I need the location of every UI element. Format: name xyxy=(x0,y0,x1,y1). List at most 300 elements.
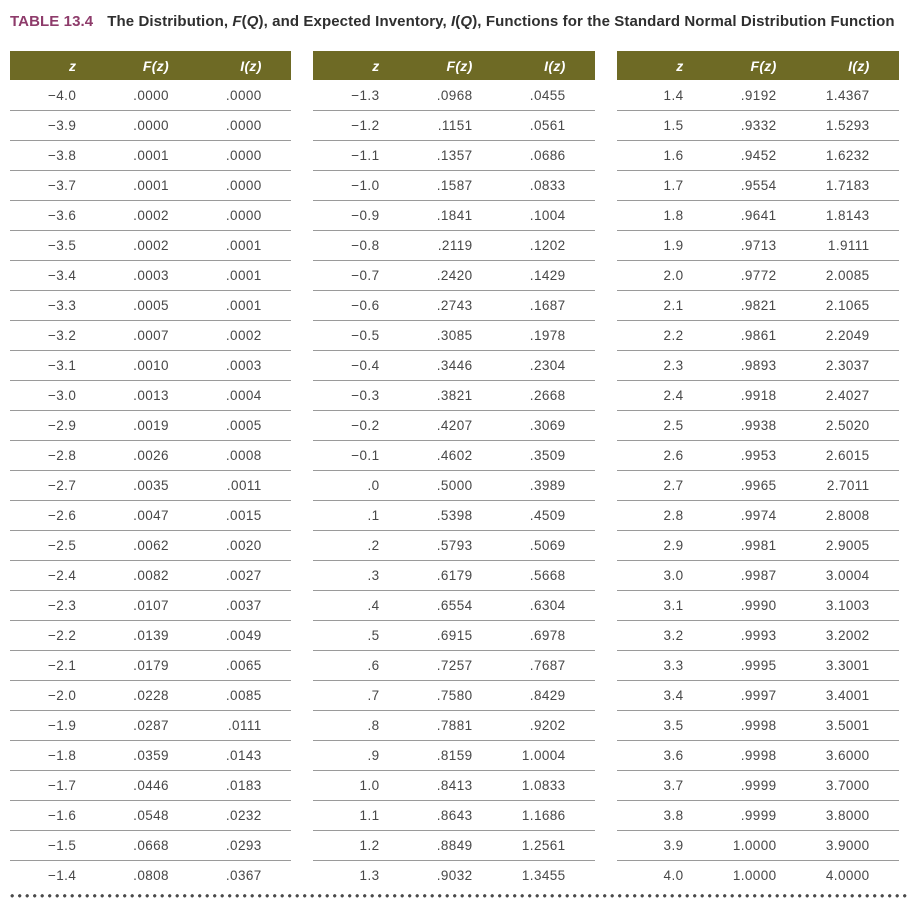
table-row xyxy=(10,230,291,260)
z-value: .9 xyxy=(367,748,380,763)
table-row xyxy=(617,770,899,800)
fz-value: .9918 xyxy=(740,388,777,403)
z-value: −2.4 xyxy=(47,568,77,583)
table-row xyxy=(617,380,899,410)
iz-value: .0000 xyxy=(225,208,262,223)
fz-value: .9938 xyxy=(740,418,777,433)
z-value: 1.4 xyxy=(663,87,684,103)
iz-value: .0004 xyxy=(225,388,262,403)
fz-value: .9713 xyxy=(740,238,777,253)
z-value: 3.4 xyxy=(663,688,684,703)
table-row xyxy=(617,860,899,890)
table-row xyxy=(313,140,595,170)
iz-value: .0005 xyxy=(225,418,262,433)
fz-value: .0026 xyxy=(133,448,169,463)
z-value: −2.8 xyxy=(47,448,77,463)
z-value: 3.9 xyxy=(663,838,684,853)
table-row xyxy=(617,470,899,500)
fz-value: .9554 xyxy=(740,178,777,193)
fz-value: .9965 xyxy=(740,478,777,493)
z-value: .0 xyxy=(367,478,380,493)
z-value: −1.4 xyxy=(47,868,77,883)
z-value: .2 xyxy=(367,538,380,553)
fz-value: .5793 xyxy=(436,538,473,553)
z-value: −2.0 xyxy=(47,688,77,703)
iz-value: .8429 xyxy=(529,688,566,703)
iz-value: .0008 xyxy=(225,448,262,463)
z-value: 1.8 xyxy=(663,208,684,223)
fz-value: .0107 xyxy=(133,598,169,613)
iz-value: 3.6000 xyxy=(825,748,870,763)
table-row xyxy=(617,170,899,200)
z-value: 1.1 xyxy=(359,808,380,823)
table-row xyxy=(313,560,595,590)
z-value: 3.6 xyxy=(663,748,684,763)
fz-value: .1151 xyxy=(437,118,473,133)
fz-value: .9998 xyxy=(740,748,777,763)
table-row xyxy=(313,110,595,140)
table-row xyxy=(10,350,291,380)
fz-value: .9995 xyxy=(740,658,777,673)
iz-value: .0002 xyxy=(225,328,262,343)
table-row xyxy=(313,650,595,680)
table-row xyxy=(10,560,291,590)
iz-value: .7687 xyxy=(529,658,566,673)
iz-value: .1429 xyxy=(529,268,566,283)
table-row xyxy=(10,140,291,170)
table-row xyxy=(313,500,595,530)
table-row xyxy=(10,650,291,680)
table-row xyxy=(617,110,899,140)
table-row xyxy=(10,770,291,800)
fz-value: .9772 xyxy=(740,268,777,283)
fz-value: .6554 xyxy=(436,598,473,613)
iz-value: .3069 xyxy=(529,418,566,433)
iz-value: 1.3455 xyxy=(521,868,566,883)
table-row xyxy=(10,410,291,440)
z-value: 1.3 xyxy=(359,868,380,883)
table-row xyxy=(10,80,291,110)
table-row xyxy=(313,260,595,290)
fz-value: .6179 xyxy=(436,568,473,583)
table-header xyxy=(617,51,899,80)
column-header: F(z) xyxy=(750,57,777,74)
iz-value: 3.3001 xyxy=(825,658,870,673)
z-value: .4 xyxy=(367,598,380,613)
z-value: −3.4 xyxy=(47,268,77,283)
z-value: 2.5 xyxy=(663,418,684,433)
z-value: −3.7 xyxy=(47,178,77,193)
table-row xyxy=(617,200,899,230)
fz-value: .0047 xyxy=(133,508,169,523)
table-row xyxy=(10,380,291,410)
table-row xyxy=(617,710,899,740)
iz-value: 2.8008 xyxy=(825,508,870,523)
table-row xyxy=(10,710,291,740)
z-value: 3.0 xyxy=(663,568,684,583)
iz-value: .0143 xyxy=(225,748,262,763)
fz-value: .0062 xyxy=(133,538,169,553)
z-value: .7 xyxy=(367,688,380,703)
fz-value: .0228 xyxy=(133,688,169,703)
fz-value: .4207 xyxy=(436,418,473,433)
table-row xyxy=(10,500,291,530)
table-row xyxy=(617,590,899,620)
z-value: 1.9 xyxy=(663,238,684,253)
iz-value: .0001 xyxy=(225,268,262,283)
fz-value: .0019 xyxy=(133,418,169,433)
fz-value: .7881 xyxy=(436,718,473,733)
fz-value: .9332 xyxy=(740,118,777,133)
fz-value: .1587 xyxy=(436,178,473,193)
fz-value: .0035 xyxy=(133,478,169,493)
z-value: −1.2 xyxy=(351,118,380,133)
table-row xyxy=(617,260,899,290)
iz-value: .0001 xyxy=(225,238,262,253)
stat-table xyxy=(617,51,899,890)
fz-value: .1841 xyxy=(436,208,473,223)
fz-value: 1.0000 xyxy=(732,868,777,883)
iz-value: 3.4001 xyxy=(825,688,870,703)
z-value: −3.3 xyxy=(47,298,77,313)
iz-value: .0000 xyxy=(225,178,262,193)
table-row xyxy=(313,740,595,770)
iz-value: .6978 xyxy=(529,628,566,643)
iz-value: 3.8000 xyxy=(825,808,870,823)
table-row xyxy=(617,680,899,710)
table-row xyxy=(313,200,595,230)
table-row xyxy=(313,710,595,740)
iz-value: .0686 xyxy=(529,148,566,163)
table-row xyxy=(10,740,291,770)
fz-value: .0000 xyxy=(133,87,169,103)
fz-value: .9861 xyxy=(740,328,777,343)
z-value: −1.6 xyxy=(47,808,77,823)
iz-value: 2.6015 xyxy=(825,448,870,463)
z-value: 2.3 xyxy=(663,358,684,373)
table-row xyxy=(617,320,899,350)
z-value: 2.9 xyxy=(663,538,684,553)
z-value: .6 xyxy=(367,658,380,673)
table-row xyxy=(313,440,595,470)
fz-value: .9993 xyxy=(740,628,777,643)
table-row xyxy=(313,80,595,110)
iz-value: 2.9005 xyxy=(825,538,870,553)
iz-value: .0833 xyxy=(529,178,566,193)
iz-value: 2.0085 xyxy=(825,268,870,283)
table-body xyxy=(10,80,291,890)
z-value: −1.8 xyxy=(47,748,77,763)
iz-value: 1.0004 xyxy=(521,748,566,763)
z-value: −2.5 xyxy=(47,538,77,553)
table-row xyxy=(10,590,291,620)
z-value: −2.6 xyxy=(47,508,77,523)
table-row xyxy=(617,740,899,770)
table-row xyxy=(617,410,899,440)
iz-value: .0293 xyxy=(225,838,262,853)
fz-value: .2119 xyxy=(437,238,473,253)
dotted-divider xyxy=(10,893,908,899)
fz-value: .8413 xyxy=(436,778,473,793)
iz-value: 1.6232 xyxy=(825,148,870,163)
z-value: −0.6 xyxy=(351,298,380,313)
iz-value: .0111 xyxy=(227,718,262,733)
table-row xyxy=(313,290,595,320)
z-value: −2.7 xyxy=(47,478,77,493)
fz-value: .2743 xyxy=(436,298,473,313)
iz-value: 3.5001 xyxy=(825,718,870,733)
table-body xyxy=(617,80,899,890)
z-value: 3.7 xyxy=(663,778,684,793)
table-row xyxy=(313,410,595,440)
z-value: 3.1 xyxy=(663,598,684,613)
z-value: −2.3 xyxy=(47,598,77,613)
fz-value: .0808 xyxy=(133,868,169,883)
iz-value: .5069 xyxy=(529,538,566,553)
iz-value: .0085 xyxy=(225,688,262,703)
iz-value: 3.9000 xyxy=(825,838,870,853)
iz-value: 1.5293 xyxy=(825,118,870,133)
fz-value: .6915 xyxy=(436,628,473,643)
fz-value: .0287 xyxy=(133,718,169,733)
fz-value: .9999 xyxy=(740,778,777,793)
table-row xyxy=(313,830,595,860)
z-value: 2.1 xyxy=(663,298,684,313)
table-number: TABLE 13.4 xyxy=(10,13,94,30)
z-value: −3.5 xyxy=(47,238,77,253)
table-row xyxy=(313,320,595,350)
fz-value: .9641 xyxy=(740,208,777,223)
column-header: F(z) xyxy=(446,57,473,74)
z-value: 3.3 xyxy=(663,658,684,673)
fz-value: .9192 xyxy=(740,87,777,103)
column-header: z xyxy=(676,57,684,74)
table-row xyxy=(10,290,291,320)
z-value: 2.8 xyxy=(663,508,684,523)
z-value: .5 xyxy=(367,628,380,643)
fz-value: .0968 xyxy=(436,87,473,103)
table-row xyxy=(313,590,595,620)
fz-value: .0548 xyxy=(133,808,169,823)
iz-value: .0011 xyxy=(226,478,262,493)
fz-value: .9974 xyxy=(740,508,777,523)
z-value: 3.8 xyxy=(663,808,684,823)
table-row xyxy=(313,350,595,380)
table-row xyxy=(313,530,595,560)
iz-value: 2.7011 xyxy=(826,478,870,493)
z-value: −2.2 xyxy=(47,628,77,643)
z-value: −1.1 xyxy=(351,148,380,163)
table-caption xyxy=(10,13,900,30)
column-header: I(z) xyxy=(544,57,566,74)
iz-value: .6304 xyxy=(529,598,566,613)
table-row xyxy=(313,770,595,800)
stat-table xyxy=(10,51,291,890)
z-value: 2.4 xyxy=(663,388,684,403)
fz-value: .0001 xyxy=(133,148,169,163)
table-row xyxy=(617,500,899,530)
fz-value: 1.0000 xyxy=(732,838,777,853)
fz-value: .0002 xyxy=(133,238,169,253)
iz-value: .2668 xyxy=(529,388,566,403)
z-value: −3.1 xyxy=(47,358,77,373)
iz-value: 3.7000 xyxy=(825,778,870,793)
z-value: −3.6 xyxy=(47,208,77,223)
column-header: I(z) xyxy=(848,57,870,74)
fz-value: .9999 xyxy=(740,808,777,823)
fz-value: .9997 xyxy=(740,688,777,703)
fz-value: .9452 xyxy=(740,148,777,163)
fz-value: .0013 xyxy=(133,388,169,403)
iz-value: 1.0833 xyxy=(521,778,566,793)
table-body xyxy=(313,80,595,890)
iz-value: .0037 xyxy=(225,598,262,613)
column-header: z xyxy=(372,57,380,74)
table-row xyxy=(617,230,899,260)
fz-value: .0139 xyxy=(133,628,169,643)
table-row xyxy=(617,830,899,860)
z-value: −1.5 xyxy=(47,838,77,853)
iz-value: 1.4367 xyxy=(825,87,870,103)
fz-value: .0002 xyxy=(133,208,169,223)
z-value: −1.7 xyxy=(47,778,77,793)
fz-value: .3085 xyxy=(436,328,473,343)
z-value: 3.2 xyxy=(663,628,684,643)
z-value: −0.4 xyxy=(351,358,380,373)
fz-value: .9893 xyxy=(740,358,777,373)
iz-value: .0015 xyxy=(225,508,262,523)
z-value: −4.0 xyxy=(47,87,77,103)
fz-value: .0001 xyxy=(133,178,169,193)
fz-value: .7580 xyxy=(436,688,473,703)
table-row xyxy=(617,560,899,590)
fz-value: .5000 xyxy=(436,478,473,493)
z-value: .8 xyxy=(367,718,380,733)
z-value: −0.5 xyxy=(351,328,380,343)
z-value: −1.9 xyxy=(47,718,77,733)
z-value: 3.5 xyxy=(663,718,684,733)
table-row xyxy=(10,200,291,230)
table-row xyxy=(313,620,595,650)
fz-value: .0000 xyxy=(133,118,169,133)
iz-value: .1202 xyxy=(529,238,566,253)
table-row xyxy=(617,620,899,650)
iz-value: .0000 xyxy=(225,87,262,103)
iz-value: .3989 xyxy=(529,478,566,493)
z-value: −1.3 xyxy=(351,87,380,103)
iz-value: 3.2002 xyxy=(825,628,870,643)
table-row xyxy=(313,860,595,890)
table-row xyxy=(10,800,291,830)
iz-value: .0232 xyxy=(225,808,262,823)
table-row xyxy=(313,230,595,260)
table-row xyxy=(10,620,291,650)
fz-value: .9821 xyxy=(740,298,777,313)
iz-value: .1687 xyxy=(529,298,566,313)
z-value: −3.2 xyxy=(47,328,77,343)
table-row xyxy=(313,170,595,200)
fz-value: .9981 xyxy=(740,538,777,553)
fz-value: .8159 xyxy=(436,748,473,763)
iz-value: .0027 xyxy=(225,568,262,583)
table-row xyxy=(10,830,291,860)
iz-value: 2.2049 xyxy=(825,328,870,343)
z-value: −0.7 xyxy=(351,268,380,283)
table-row xyxy=(617,800,899,830)
z-value: −0.8 xyxy=(351,238,380,253)
iz-value: 1.8143 xyxy=(825,208,870,223)
z-value: 1.7 xyxy=(663,178,684,193)
iz-value: .0001 xyxy=(225,298,262,313)
iz-value: 1.7183 xyxy=(825,178,870,193)
table-row xyxy=(10,320,291,350)
iz-value: .0561 xyxy=(529,118,566,133)
z-value: 4.0 xyxy=(663,868,684,883)
iz-value: .0367 xyxy=(225,868,262,883)
table-row xyxy=(313,380,595,410)
iz-value: .0000 xyxy=(225,148,262,163)
fz-value: .9998 xyxy=(740,718,777,733)
fz-value: .8643 xyxy=(436,808,473,823)
table-row xyxy=(617,80,899,110)
iz-value: .0065 xyxy=(225,658,262,673)
fz-value: .0359 xyxy=(133,748,169,763)
table-row xyxy=(617,440,899,470)
stat-table xyxy=(313,51,595,890)
fz-value: .0668 xyxy=(133,838,169,853)
table-row xyxy=(617,650,899,680)
iz-value: 3.0004 xyxy=(825,568,870,583)
z-value: −0.2 xyxy=(351,418,380,433)
column-header: I(z) xyxy=(240,57,262,74)
fz-value: .0446 xyxy=(133,778,169,793)
fz-value: .0007 xyxy=(133,328,169,343)
table-row xyxy=(10,440,291,470)
iz-value: .1004 xyxy=(529,208,566,223)
table-header xyxy=(10,51,291,80)
z-value: −0.1 xyxy=(351,448,380,463)
iz-value: 4.0000 xyxy=(825,868,870,883)
z-value: −1.0 xyxy=(351,178,380,193)
z-value: −0.3 xyxy=(351,388,380,403)
z-value: 2.2 xyxy=(663,328,684,343)
iz-value: 1.1686 xyxy=(521,808,566,823)
table-row xyxy=(617,530,899,560)
z-value: .3 xyxy=(367,568,380,583)
fz-value: .9987 xyxy=(740,568,777,583)
fz-value: .5398 xyxy=(436,508,473,523)
iz-value: .2304 xyxy=(529,358,566,373)
fz-value: .0005 xyxy=(133,298,169,313)
z-value: −3.9 xyxy=(47,118,77,133)
fz-value: .2420 xyxy=(436,268,473,283)
column-header: z xyxy=(68,57,77,74)
z-value: 1.6 xyxy=(663,148,684,163)
table-row xyxy=(617,140,899,170)
table-row xyxy=(617,290,899,320)
z-value: −3.0 xyxy=(47,388,77,403)
z-value: −2.9 xyxy=(47,418,77,433)
iz-value: .0003 xyxy=(225,358,262,373)
iz-value: 2.4027 xyxy=(825,388,870,403)
table-row xyxy=(313,470,595,500)
iz-value: .4509 xyxy=(529,508,566,523)
fz-value: .4602 xyxy=(436,448,473,463)
iz-value: .0020 xyxy=(225,538,262,553)
iz-value: .1978 xyxy=(529,328,566,343)
iz-value: .5668 xyxy=(529,568,566,583)
iz-value: .0455 xyxy=(529,87,566,103)
